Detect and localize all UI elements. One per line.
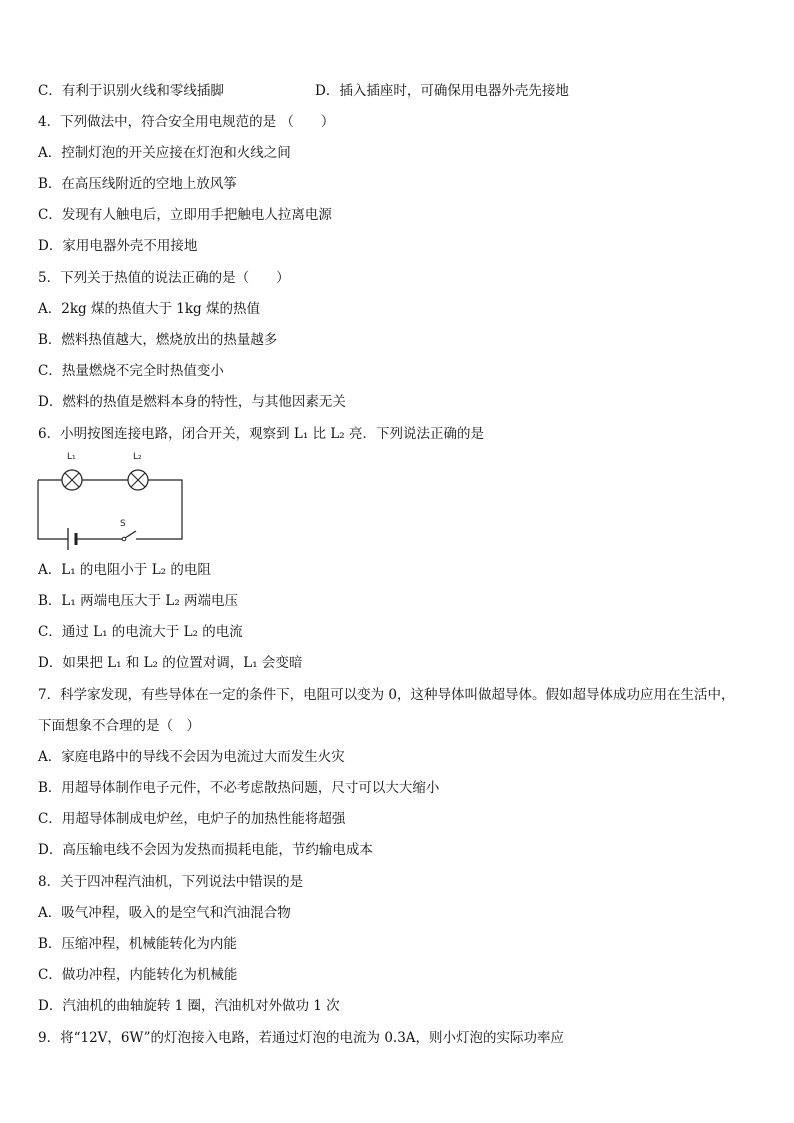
q4-option-b: B．在高压线附近的空地上放风筝 — [38, 176, 237, 192]
q3-option-d: D．插入插座时，可确保用电器外壳先接地 — [315, 83, 569, 99]
lamp-l1-icon — [62, 470, 82, 490]
q5-stem: 5．下列关于热值的说法正确的是（ ） — [38, 270, 290, 286]
battery-icon — [68, 528, 76, 550]
q6-option-d: D．如果把 L₁ 和 L₂ 的位置对调，L₁ 会变暗 — [38, 655, 303, 671]
q4-option-d: D．家用电器外壳不用接地 — [38, 238, 198, 254]
q6-option-b: B．L₁ 两端电压大于 L₂ 两端电压 — [38, 593, 239, 609]
q6-option-a: A．L₁ 的电阻小于 L₂ 的电阻 — [38, 562, 211, 578]
q8-option-b: B．压缩冲程，机械能转化为内能 — [38, 936, 237, 952]
switch-icon — [122, 531, 136, 541]
q4-option-c: C．发现有人触电后，立即用手把触电人拉离电源 — [38, 207, 332, 223]
q5-option-d: D．燃料的热值是燃料本身的特性，与其他因素无关 — [38, 394, 346, 410]
label-l2: L₂ — [133, 452, 142, 462]
q8-option-c: C．做功冲程，内能转化为机械能 — [38, 967, 238, 983]
q5-option-c: C．热量燃烧不完全时热值变小 — [38, 363, 224, 379]
wire-left — [38, 480, 68, 539]
q8-stem: 8．关于四冲程汽油机，下列说法中错误的是 — [38, 874, 304, 890]
q7-option-c: C．用超导体制成电炉丝，电炉子的加热性能将超强 — [38, 811, 346, 827]
q3-option-c: C．有利于识别火线和零线插脚 — [38, 83, 224, 99]
circuit-diagram — [36, 446, 186, 556]
label-l1: L₁ — [67, 452, 76, 462]
q7-option-b: B．用超导体制作电子元件，不必考虑散热问题，尺寸可以大大缩小 — [38, 780, 440, 796]
q5-option-b: B．燃料热值越大，燃烧放出的热量越多 — [38, 332, 278, 348]
q9-stem: 9．将“12V，6W”的灯泡接入电路，若通过灯泡的电流为 0.3A，则小灯泡的实际功率应 — [38, 1030, 565, 1046]
lamp-l2-icon — [128, 470, 148, 490]
q5-option-a: A．2kg 煤的热值大于 1kg 煤的热值 — [38, 301, 260, 317]
q7-option-a: A．家庭电路中的导线不会因为电流过大而发生火灾 — [38, 749, 345, 765]
q6-option-c: C．通过 L₁ 的电流大于 L₂ 的电流 — [38, 624, 243, 640]
q4-option-a: A．控制灯泡的开关应接在灯泡和火线之间 — [38, 145, 291, 161]
q4-stem: 4．下列做法中，符合安全用电规范的是 （ ） — [38, 114, 335, 130]
label-s: S — [120, 519, 126, 529]
q7-option-d: D．高压输电线不会因为发热而损耗电能，节约输电成本 — [38, 842, 373, 858]
q8-option-d: D．汽油机的曲轴旋转 1 圈，汽油机对外做功 1 次 — [38, 998, 340, 1014]
q8-option-a: A．吸气冲程，吸入的是空气和汽油混合物 — [38, 905, 291, 921]
q6-stem: 6．小明按图连接电路，闭合开关，观察到 L₁ 比 L₂ 亮．下列说法正确的是 — [38, 426, 485, 442]
q7-stem-line1: 7．科学家发现，有些导体在一定的条件下，电阻可以变为 0，这种导体叫做超导体。假如超导体成功应用在生活中， — [38, 687, 735, 703]
q7-stem-line2: 下面想象不合理的是（ ） — [38, 718, 200, 734]
